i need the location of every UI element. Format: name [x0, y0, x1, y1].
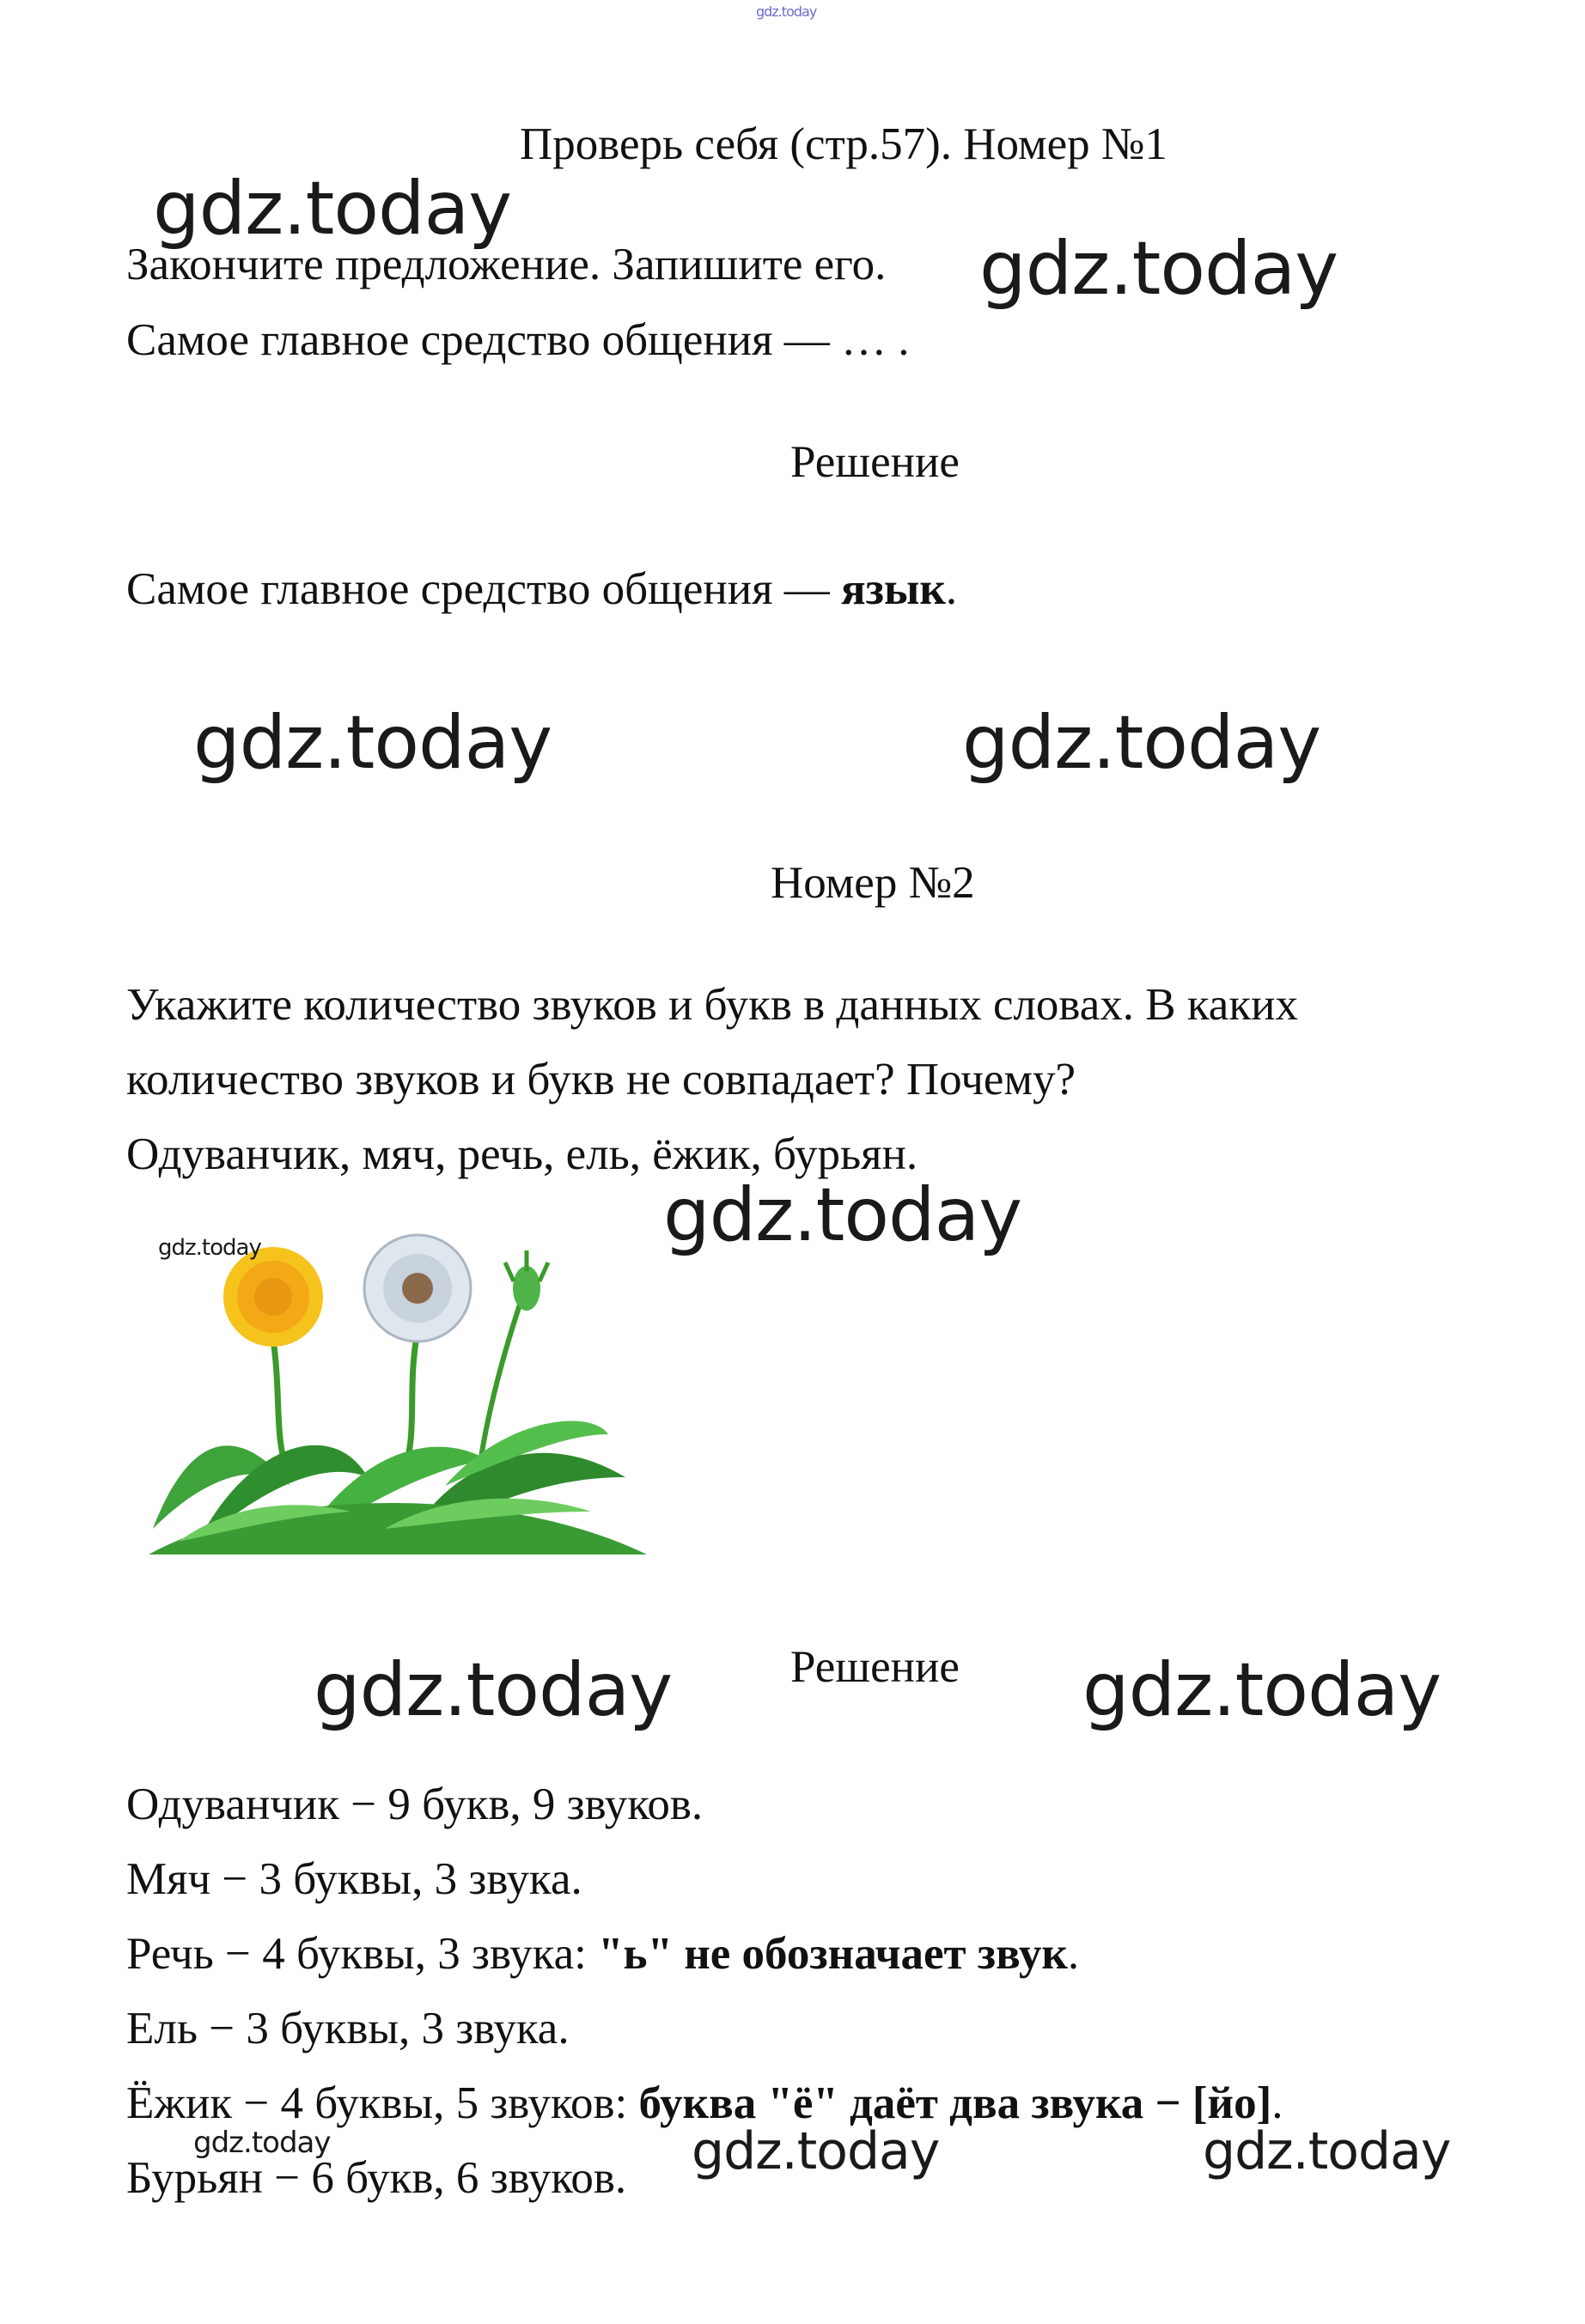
task1-answer-suffix: .	[945, 564, 958, 614]
answer-line-1	[126, 1782, 703, 1828]
watermark: gdz.today	[979, 226, 1338, 312]
answer-line-2	[126, 1854, 582, 1904]
watermark: gdz.today	[193, 700, 552, 786]
answer-line-3-bold: "ь" не обозначает звук	[598, 1929, 1068, 1979]
task1-sentence: Самое главное средство общения — … .	[126, 315, 910, 365]
answer-line-6-text: Бурьян − 6 букв, 6 звуков.	[126, 2153, 627, 2203]
task2-solution-heading: Решение	[790, 1642, 960, 1692]
answer-line-5-suffix: .	[1271, 2078, 1283, 2128]
answer-line-5-bold: буква "ё" даёт два звука − [йо]	[638, 2078, 1272, 2128]
watermark: gdz.today	[663, 1172, 1022, 1258]
task1-answer-bold: язык	[840, 564, 946, 614]
answer-line-5	[126, 2078, 1283, 2128]
answer-line-4	[126, 2006, 570, 2052]
task1-solution-heading: Решение	[790, 437, 960, 487]
task2-instruction-line2: количество звуков и букв не совпадает? Почему?	[126, 1055, 1076, 1104]
task2-words: Одуванчик, мяч, речь, ель, ёжик, бурьян.	[126, 1129, 918, 1179]
watermark: gdz.today	[962, 700, 1321, 786]
answer-line-5-text: Ёжик − 4 буквы, 5 звуков:	[126, 2078, 639, 2128]
watermark: gdz.today	[153, 166, 512, 252]
task1-answer-prefix: Самое главное средство общения —	[126, 564, 841, 614]
answer-line-3-suffix: .	[1067, 1929, 1080, 1979]
answer-line-2-text: Мяч − 3 буквы, 3 звука.	[126, 1854, 582, 1904]
watermark: gdz.today	[1082, 1647, 1442, 1733]
answer-line-1-text: Одуванчик − 9 букв, 9 звуков.	[126, 1780, 704, 1829]
watermark: gdz.today	[1203, 2121, 1451, 2181]
watermark: gdz.today	[193, 2126, 331, 2160]
watermark: gdz.today	[692, 2121, 940, 2181]
answer-line-4-text: Ель − 3 буквы, 3 звука.	[126, 2004, 570, 2053]
task1-instruction: Закончите предложение. Запишите его.	[126, 240, 887, 289]
page-title: Проверь себя (стр.57). Номер №1	[520, 119, 1167, 169]
answer-line-3	[126, 1929, 1080, 1979]
task2-heading: Номер №2	[771, 858, 975, 908]
task1-answer	[126, 564, 958, 614]
dandelion-illustration	[144, 1202, 651, 1563]
watermark: gdz.today	[314, 1647, 673, 1733]
answer-line-6	[126, 2153, 627, 2203]
answer-line-3-text: Речь − 4 буквы, 3 звука:	[126, 1929, 599, 1979]
task2-instruction-line1: Укажите количество звуков и букв в данных словах. В каких	[126, 980, 1298, 1030]
top-watermark: gdz.today	[756, 3, 817, 20]
illustration-watermark: gdz.today	[158, 1235, 261, 1261]
